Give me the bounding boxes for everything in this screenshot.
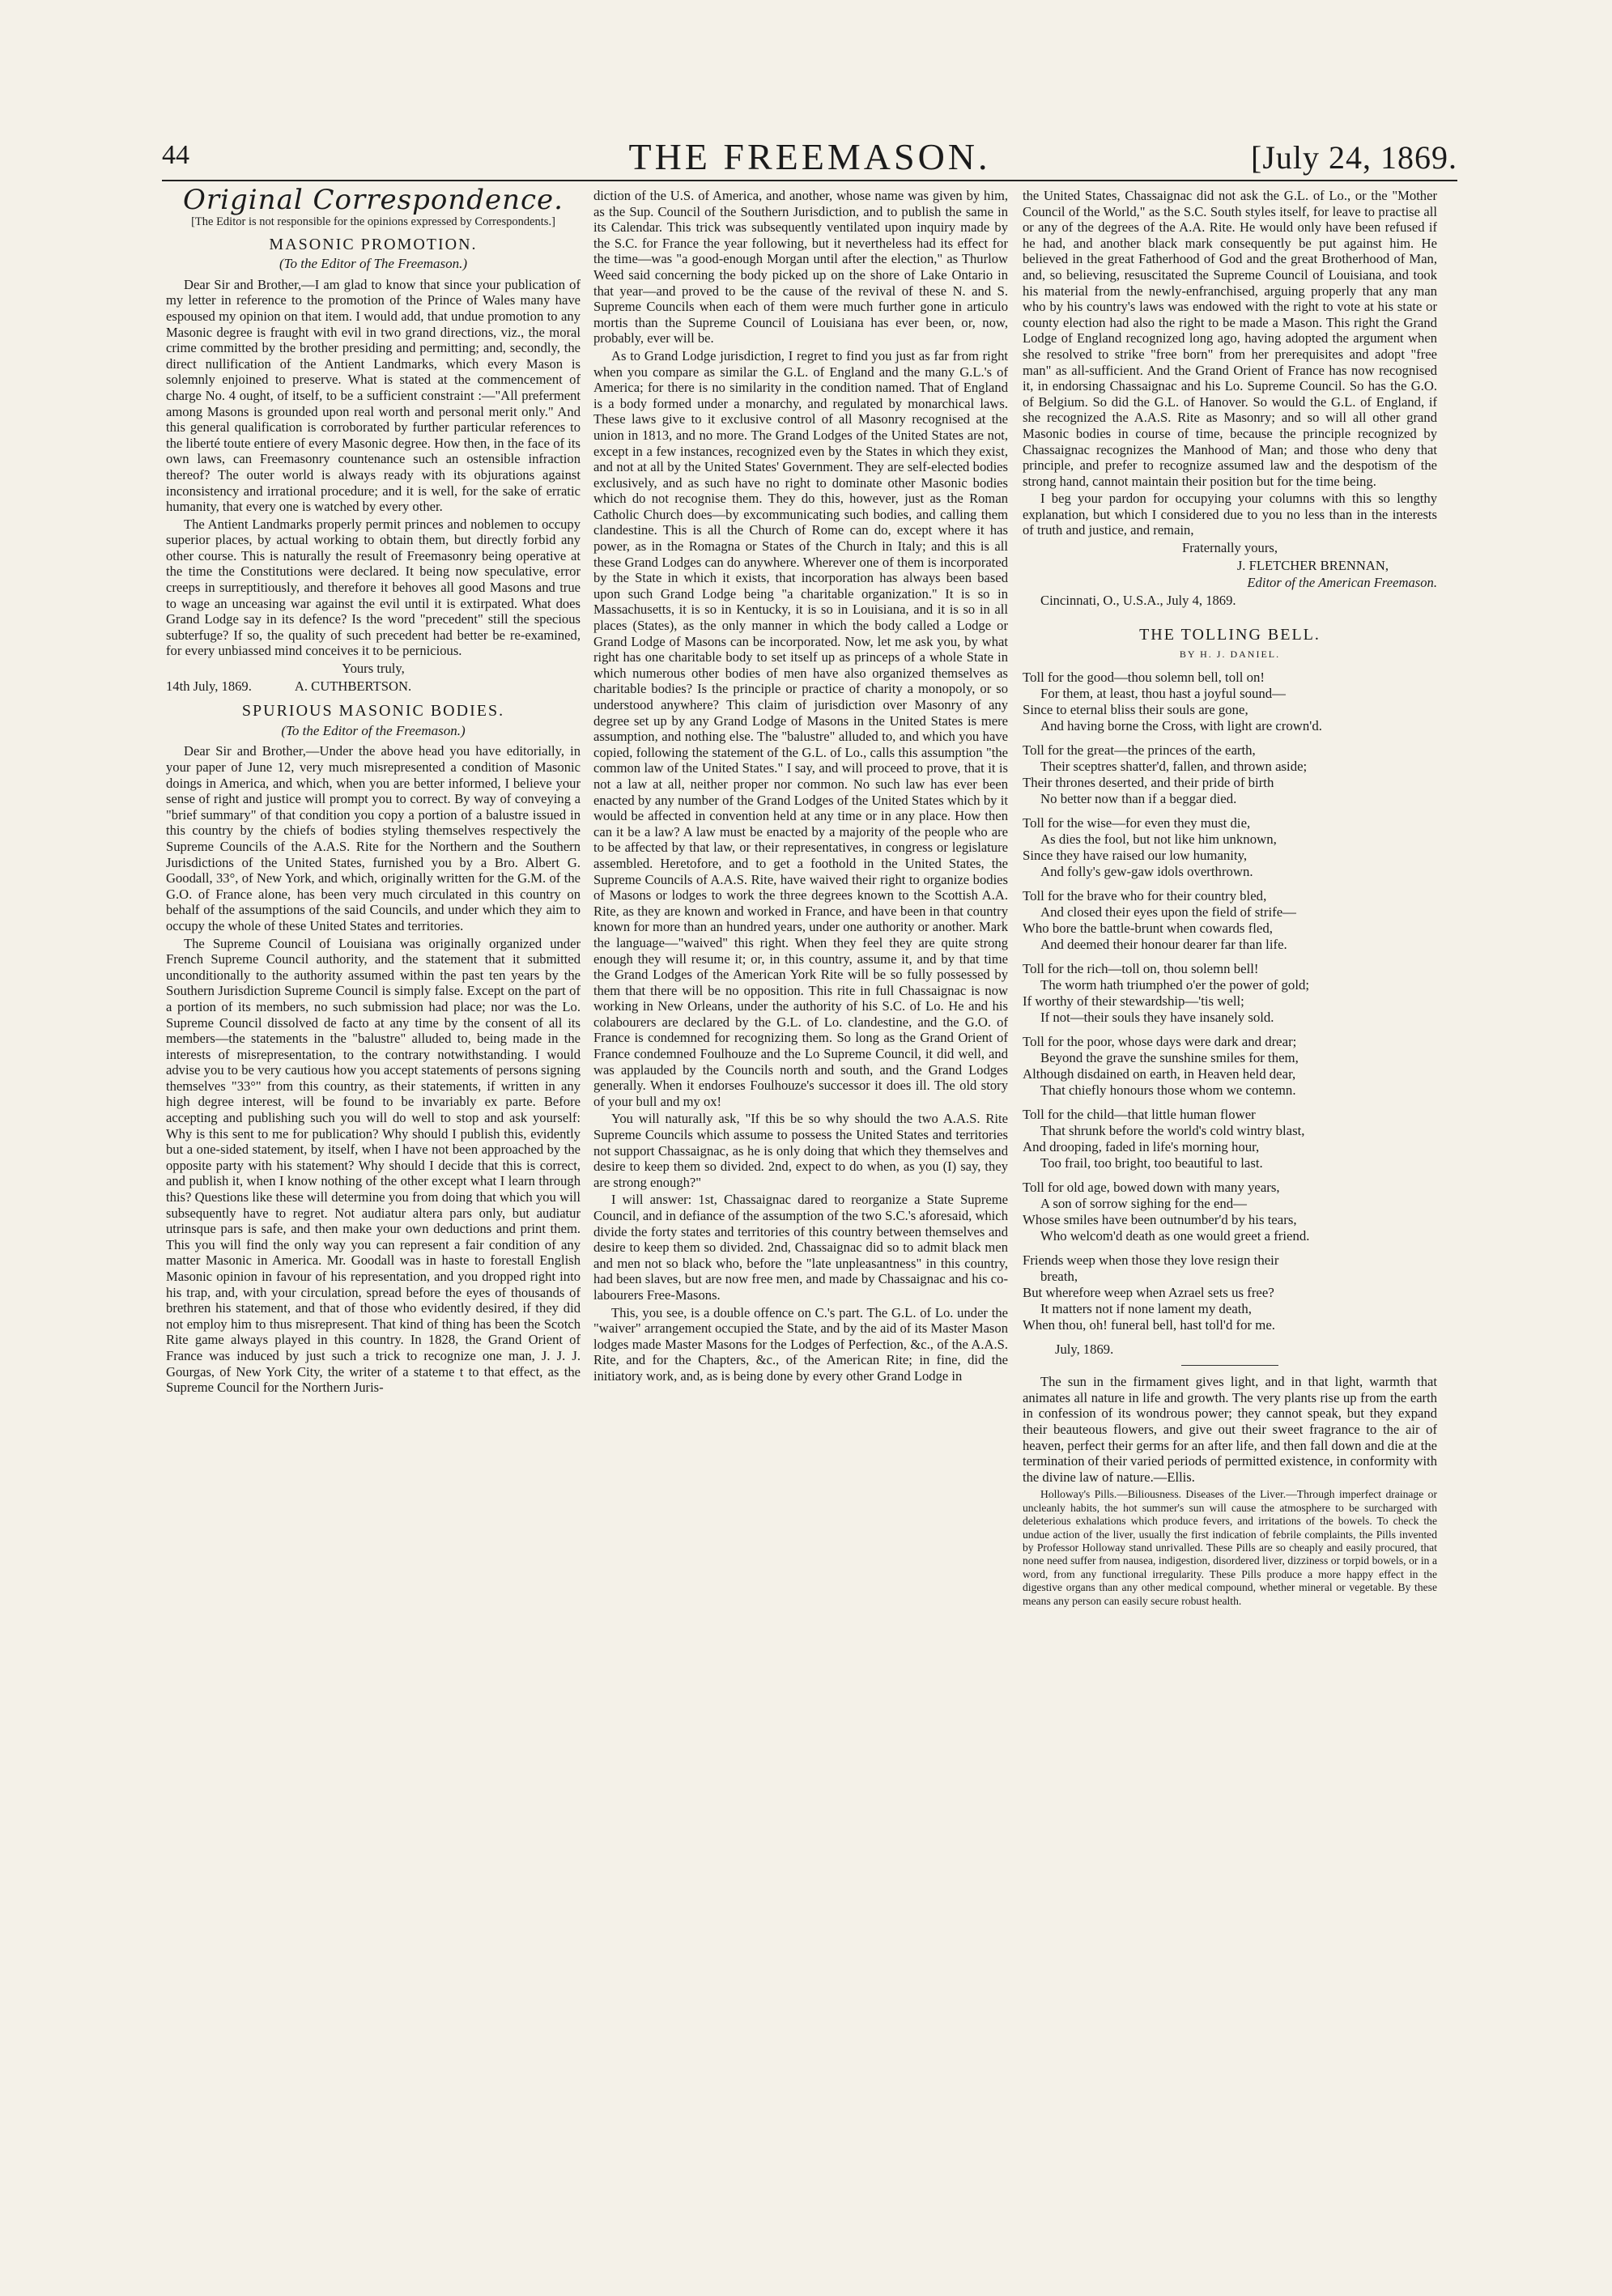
letter-signature: A. CUTHBERTSON. <box>294 678 412 694</box>
editor-note: [The Editor is not responsible for the opinions expressed by Correspondents.] <box>191 215 555 228</box>
letter-date-signature <box>166 678 581 695</box>
article-paragraph: diction of the U.S. of America, and another, whose name was given by him, as the Sup. Council of the Southern Jurisdiction, and to publish the same in its Calendar. This trick was subsequently ventilated upon inquiry made by the S.C. for France the year following, but it nevertheless had its effect for the time—was "a good-enough Morgan until after the election," as Thurlow Weed said concerning the body picked up on the shore of Lake Ontario in that year—and proved to be the cause of the revival of these N. and S. Supreme Councils when each of them were much further gone in articulo mortis than the Supreme Council of Louisiana has ever been, or, now, probably, ever will be. <box>593 188 1008 347</box>
page-number: 44 <box>162 140 189 170</box>
poem-line: Beyond the grave the sunshine smiles for them, <box>1040 1049 1299 1065</box>
article-subheading: (To the Editor of The Freemason.) <box>279 256 467 272</box>
advert-holloways-pills: Holloway's Pills.—Biliousness. Diseases of the Liver.—Through imperfect drainage or uncleanly habits, the hot summer's sun will cause the atmosphere to be surcharged with deleterious exhalations which produce fevers, and irritations of the bowels. To check the undue action of the liver, usually the first indication of febrile complaints, the Pills invented by Professor Holloway stand unrivalled. These Pills are so cheaply and easily procured, that none need suffer from nausea, indigestion, disordered liver, dizziness or torpid bowels, or in a word, from any functional irregularity. These Pills produce a more happy effect in the digestive organs than any other medical compound, whether mineral or vegetable. By these means any person can easily secure robust health. <box>1023 1488 1437 1607</box>
poem-line: Toll for the brave who for their country bled, <box>1023 887 1267 904</box>
article-heading-masonic-promotion: MASONIC PROMOTION. <box>269 235 478 253</box>
poem-line: If not—their souls they have insanely sold. <box>1040 1009 1274 1025</box>
section-title: Original Correspondence. <box>183 188 564 216</box>
poem-stanza <box>1023 888 1437 953</box>
poem-line: The worm hath triumphed o'er the power of gold; <box>1040 976 1310 993</box>
article-paragraph: You will naturally ask, "If this be so why should the two A.A.S. Rite Supreme Councils which assume to possess the United States and territories not support Chassaignac, as he is only doing that which they themselves and desire to keep them so divided. 2nd, expect to do when, as you (I) say, they are strong enough?" <box>593 1111 1008 1190</box>
poem-line: That chiefly honours those whom we contemn. <box>1040 1082 1296 1098</box>
ellis-paragraph: The sun in the firmament gives light, and in that light, warmth that animates all nature in life and growth. The very plants rise up from the earth in confession of its wondrous power; they cannot speak, but they expand their beauteous flowers, and give out their sweet fragrance to the air of heaven, perfect their germs for an after life, and then fall down and die at the termination of their varied periods of permitted existence, in conformity with the divine law of nature.—Ellis. <box>1023 1374 1437 1485</box>
article-paragraph: The Supreme Council of Louisiana was originally organized under French Supreme Council authority, and the statement that it submitted unconditionally to the authority assumed within the past ten years by the Southern Jurisdiction Supreme Council is simply false. Except on the part of a portion of its members, no such submission had place; nor was the Lo. Supreme Council dissolved de facto at any time by the consent of all its members—the statements in the "balustre" alluded to, being made in the interests of misrepresentation, to the contrary notwithstanding. I would advise you to be very cautious how you accept statements of persons signing themselves "33°" from this country, as their statements, if written in any high degree interest, will be found to be invariably ex parte. Before accepting and publishing such you will do well to stop and ask yourself: Why is this sent to me for publication? Why should I publish this, evidently but a one-sided statement, by itself, when I have not been approached by the opposite party with his statement? Why should I decide that this is correct, and publish it, when I know nothing of the other except what I learn through this? Questions like these will determine you from doing that which you will subsequently have to regret. Not audiatur altera pars only, but audiatur utrinsque pars is safe, and then make your own deductions and print them. This you will find the only way you can represent a fair condition of any matter Masonic in America. Mr. Goodall was in haste to forestall English Masonic opinion in favour of his representation, and you dropped right into his trap, and, with your circulation, spread before the eyes of thousands of brethren his statement, and that of those who evidently desired, if they did not employ him to thus misrepresent. That kind of thing has been the Scotch Rite game always played in this country. In 1828, the Grand Orient of France was induced by just such a trick to recognize one man, J. J. J. Gourgas, of New York City, the writer of a stateme t to that effect, as the Supreme Council for the Northern Juris- <box>166 935 581 1396</box>
poem-line: Although disdained on earth, in Heaven held dear, <box>1023 1065 1296 1082</box>
poem-stanza <box>1023 961 1437 1026</box>
poem-stanza <box>1023 1107 1437 1171</box>
poem-line: Who bore the battle-brunt when cowards fled, <box>1023 920 1273 936</box>
letter-signature-title: Editor of the American Freemason. <box>1247 575 1437 591</box>
poem-line: No better now than if a beggar died. <box>1040 790 1237 806</box>
poem-line: Since they have raised our low humanity, <box>1023 847 1248 863</box>
issue-date: [July 24, 1869. <box>1251 139 1457 176</box>
poem-line: Toll for the great—the princes of the earth, <box>1023 742 1256 758</box>
poem-line: And closed their eyes upon the field of strife— <box>1040 904 1296 920</box>
letter-closing: Fraternally yours, <box>1182 540 1278 556</box>
column-1 <box>166 188 581 2244</box>
poem-line: Toll for the poor, whose days were dark and drear; <box>1023 1033 1297 1049</box>
poem-line: If worthy of their stewardship—'tis well; <box>1023 993 1244 1009</box>
poem-stanza <box>1023 815 1437 880</box>
article-paragraph: the United States, Chassaignac did not ask the G.L. of Lo., or the "Mother Council of the World," as the S.C. South styles itself, for leave to practise all or any of the degrees of the A.A. Rite. He would only have been refused if he had, and another black mark consequently be put against him. He believed in the great Fatherhood of God and the great Brotherhood of Man, and, so believing, resuscitated the Supreme Council of Louisiana, and took his material from the newly-enfranchised, arguing properly that any man who by his country's laws was endowed with the right to vote at his state or county election had also the right to be made a Mason. This right the Grand Lodge of England recognized long ago, having adopted the argument when she resolved to strike "free born" from her prerequisites and adopt "free man" as all-sufficient. And the Grand Orient of France has now recognised it, in endorsing Chassaignac and his Lo. Supreme Council. So has the G.O. of Belgium. So did the G.L. of Hanover. So would the G.L. of England, if she recognized the A.A.S. Rite as Masonry; and so will all other grand Masonic bodies in course of time, because the principle recognized by Chassaignac recognizes the Manhood of Man; and those who deny that principle, and prefer to recognize assumed law and the despotism of the strong hand, cannot maintain their position but for the time being. <box>1023 188 1437 489</box>
poem-line: Toll for old age, bowed down with many years, <box>1023 1179 1280 1195</box>
article-heading-spurious-bodies: SPURIOUS MASONIC BODIES. <box>241 702 505 721</box>
poem-line: Friends weep when those they love resign their <box>1023 1252 1279 1268</box>
poem-stanza <box>1023 1034 1437 1099</box>
poem-stanza <box>1023 742 1437 807</box>
poem-line: Their sceptres shatter'd, fallen, and thrown aside; <box>1040 758 1308 774</box>
poem-line: It matters not if none lament my death, <box>1040 1300 1252 1316</box>
article-paragraph: The Antient Landmarks properly permit princes and noblemen to occupy superior places, by actual working to obtain them, but directly forbid any other course. This is naturally the result of Freemasonry being operative at the time the Constitutions were declared. It being now speculative, error creeps in surreptitiously, and therefore it behoves all good Masons and true to wage an unceasing war against the evil until it is extirpated. What does Grand Lodge say in its defence? Is the word "precedent" still the specious subterfuge? If so, the quality of such precedent had better be re-examined, for every unbiassed mind conceives it to be pernicious. <box>166 516 581 659</box>
poem-line: But wherefore weep when Azrael sets us free? <box>1023 1284 1274 1300</box>
poem-stanza <box>1023 1252 1437 1333</box>
poem-line: For them, at least, thou hast a joyful sound— <box>1040 685 1286 701</box>
newspaper-title: THE FREEMASON. <box>628 136 991 177</box>
poem-line: A son of sorrow sighing for the end— <box>1040 1195 1247 1211</box>
poem-line: And having borne the Cross, with light are crown'd. <box>1040 717 1322 733</box>
poem-date: July, 1869. <box>1055 1341 1114 1357</box>
poem-line: And drooping, faded in life's morning hour, <box>1023 1138 1260 1154</box>
poem-byline: BY H. J. DANIEL. <box>1179 648 1281 661</box>
poem-line: breath, <box>1040 1268 1078 1284</box>
poem-line: Whose smiles have been outnumber'd by his tears, <box>1023 1211 1297 1227</box>
article-subheading: (To the Editor of the Freemason.) <box>281 722 466 738</box>
poem-line: That shrunk before the world's cold wintry blast, <box>1040 1122 1305 1138</box>
article-paragraph: I will answer: 1st, Chassaignac dared to reorganize a State Supreme Council, and in defiance of the assumption of the two S.C.'s aforesaid, which divide the forty states and territories of this country between themselves and desire to keep them so divided. 2nd, Chassaignac did so to admit black men and men not so black who, before the "late unpleasantness" in this country, had been slaves, but are now free men, and made by Chassaignac and his co-labourers Free-Masons. <box>593 1192 1008 1303</box>
poem-heading: THE TOLLING BELL. <box>1139 626 1321 644</box>
letter-place-date: Cincinnati, O., U.S.A., July 4, 1869. <box>1040 592 1236 608</box>
poem-line: As dies the fool, but not like him unknown, <box>1040 831 1277 847</box>
poem-line: Toll for the good—thou solemn bell, toll on! <box>1023 669 1265 685</box>
letter-date: 14th July, 1869. <box>166 678 252 694</box>
column-2 <box>593 188 1008 2244</box>
poem-line: When thou, oh! funeral bell, hast toll'd for me. <box>1023 1316 1275 1333</box>
article-paragraph: Dear Sir and Brother,—I am glad to know that since your publication of my letter in reference to the promotion of the Prince of Wales many have espoused my opinion on that item. I would add, that undue promotion to any Masonic degree is fraught with evil in two grand directions, viz., the moral crime committed by the brother presiding and permitting; and, secondly, the direct nullification of the Antient Landmarks, which every Mason is solemnly enjoined to preserve. What is stated at the commencement of charge No. 4 ought, of itself, to be a sufficient constraint :—"All preferment among Masons is grounded upon real worth and personal merit only." And this general qualification is corroborated by further particular references to the liberté toute entiere of every Masonic degree. How then, in the face of its own laws, can Freemasonry countenance such an ostensible infraction thereof? The outer world is always ready with its objurations against inconsistency and irrational procedure; and it is well, for the sake of erratic humanity, that every one is watched by every other. <box>166 276 581 515</box>
poem-line: Toll for the wise—for even they must die, <box>1023 814 1251 831</box>
divider <box>1181 1365 1278 1366</box>
poem-line: Too frail, too bright, too beautiful to last. <box>1040 1154 1263 1171</box>
letter-signature: J. FLETCHER BRENNAN, <box>1236 557 1389 573</box>
masthead <box>162 134 1457 182</box>
masthead-rule <box>162 180 1457 181</box>
article-paragraph: I beg your pardon for occupying your columns with this so lengthy explanation, but which I considered due to you no less than in the interests of truth and justice, and remain, <box>1023 491 1437 538</box>
column-3 <box>1023 188 1437 2244</box>
poem-line: Toll for the rich—toll on, thou solemn bell! <box>1023 960 1259 976</box>
poem-line: And folly's gew-gaw idols overthrown. <box>1040 863 1253 879</box>
poem-stanza <box>1023 1180 1437 1244</box>
article-paragraph: As to Grand Lodge jurisdiction, I regret to find you just as far from right when you compare as similar the G.L. of England and the many G.L.'s of America; for there is no similarity in the condition named. That of England is a body formed under a monarchy, and regulated by monarchical laws. These laws give to it exclusive control of all Masonry recognised at the union in 1813, and no more. The Grand Lodges of the United States are not, except in a few instances, recognized even by the States in which they exist, and not at all by the United States' Government. They are self-elected bodies exclusively, and as such have no right to dominate other Masonic bodies which do not recognise them. They do this, however, just as the Roman Catholic Church does—by excommunicating such bodies, and calling them clandestine. This is all the Church of Rome can do, except where it has power, as in the Romagna or States of the Church in Italy; and this is all these Grand Lodges can do anywhere. Wherever one of them is incorporated by the State in which it exists, that incorporation has always been based upon such Grand Lodge being "a charitable organization." It is so in Massachusetts, it is so in Kentucky, it is so in Louisiana, and it is so in all places (States), as the only manner in which the body called a Lodge or Grand Lodge of Masons can be incorporated. Now, let me ask you, by what right has one charitable body to set itself up as princeps of a whole State in which numerous other bodies of men have also organized themselves as charitable bodies? Is the principle or practice of charity a monopoly, or so understood anywhere? This claim of jurisdiction over Masonry of any degree set up by any Grand Lodge of Masons in the United States is mere assumption, and nothing else. The "balustre" alluded to, and which you have copied, following the statement of the G.L. of Lo., calls this assumption "the common law of the United States." I say, and will proceed to prove, that it is not a law at all, neither proper nor common. No such law has ever been enacted by any number of the Grand Lodges of the United States which by it would be affected in convention held at any time or in any place. How then can it be a law? A law must be enacted by a majority of the people who are to be affected by that law, or their representatives, in congress or legislature assembled. Heretofore, and to get a foothold in the United States, the Supreme Councils of A.A.S. Rite, have waived their right to organize bodies of Masons or lodges to work the three degrees known to the Scottish A.A. Rite, as they are known and worked in France, and have been in that country known for more than an hundred years, under one authority or another. Mark the language—"waived" this right. When they feel they are quite strong enough they will resume it; or, in this country, assume it, and by that time the Grand Lodges of the American York Rite will be so fully possessed by them that there will be no opposition. This rite in full Chassaignac is now working in New Orleans, under the authority of his S.C. of Lo. He and his colabourers are declared by the G.L. of Lo. clandestine, and the G.O. of France is condemned for recognizing them. So long as the Grand Orient of France condemned Foulhouze and the Lo Supreme Council, it did well, and was applauded by the Councils north and south, and the Grand Lodges generally. When it endorses Foulhouze's successor it does ill. The old story of your bull and my ox! <box>593 347 1008 1109</box>
poem-stanza <box>1023 670 1437 734</box>
poem-line: Toll for the child—that little human flower <box>1023 1106 1256 1122</box>
poem-body <box>1023 670 1437 1333</box>
article-paragraph: Dear Sir and Brother,—Under the above head you have editorially, in your paper of June 12, very much misrepresented a condition of Masonic doings in America, and which, when you are better informed, I believe your sense of right and justice will prompt you to correct. By way of conveying a "brief summary" of that condition you copy a portion of a balustre issued in this country by the chiefs of bodies styling themselves respectively the Supreme Councils of the A.A.S. Rite for the Northern and the Southern Jurisdictions of the United States, furnished you by a Bro. Albert G. Goodall, 33°, of New York, and which, originally written for the G.M. of the G.O. of France alone, has been very much circulated in this country on behalf of the assumptions of the said Councils, and under which they aim to occupy the whole of these United States and territories. <box>166 743 581 933</box>
poem-line: Since to eternal bliss their souls are gone, <box>1023 701 1248 717</box>
article-paragraph: This, you see, is a double offence on C.'s part. The G.L. of Lo. under the "waiver" arrangement occupied the State, and by the aid of its Master Mason lodges made Master Masons for the Lodges of Perfection, &c., of the A.A.S. Rite, and for the Chapters, &c., of the American Rite; in fine, did the initiatory work, and, as is being done by every other Grand Lodge in <box>593 1304 1008 1384</box>
poem-line: Who welcom'd death as one would greet a friend. <box>1040 1227 1310 1244</box>
letter-closing: Yours truly, <box>342 661 405 677</box>
poem-line: Their thrones deserted, and their pride of birth <box>1023 774 1274 790</box>
poem-line: And deemed their honour dearer far than life. <box>1040 936 1287 952</box>
